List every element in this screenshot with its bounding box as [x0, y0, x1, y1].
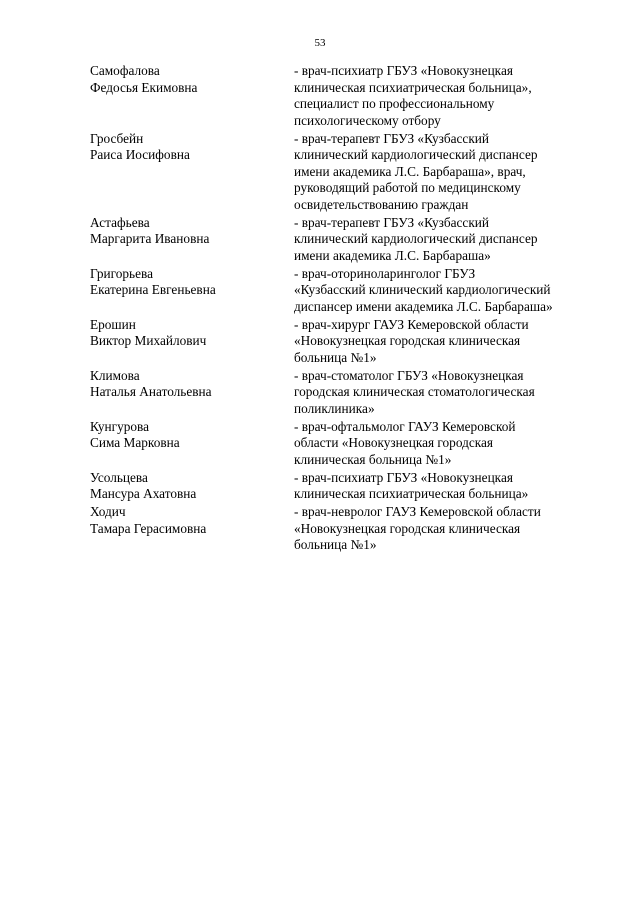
member-given-names: Маргарита Ивановна	[90, 231, 210, 247]
member-surname: Ходич	[90, 503, 126, 519]
member-role	[294, 215, 600, 265]
role-line: психологическому отбору	[294, 112, 441, 128]
member-surname: Гросбейн	[90, 130, 144, 146]
member-entry	[90, 504, 600, 554]
role-line: - врач-психиатр ГБУЗ «Новокузнецкая	[294, 63, 513, 78]
member-name	[90, 317, 294, 367]
member-given-names: Федосья Екимовна	[90, 79, 198, 95]
member-entry	[90, 131, 600, 214]
member-entry	[90, 470, 600, 503]
member-role	[294, 368, 600, 418]
role-line: - врач-стоматолог ГБУЗ «Новокузнецкая	[294, 367, 524, 383]
member-given-names: Тамара Герасимовна	[90, 520, 207, 536]
role-line: клиническая психиатрическая больница»	[294, 486, 529, 502]
role-line: «Новокузнецкая городская клиническая	[294, 333, 521, 349]
role-line: больница №1»	[294, 349, 377, 365]
role-line: городская клиническая стоматологическая	[294, 384, 535, 400]
member-name	[90, 368, 294, 418]
role-line: освидетельствованию граждан	[294, 196, 469, 212]
member-entry	[90, 368, 600, 418]
member-surname: Астафьева	[90, 214, 150, 230]
role-line: - врач-терапевт ГБУЗ «Кузбасский	[294, 214, 490, 230]
member-name	[90, 266, 294, 316]
member-given-names: Раиса Иосифовна	[90, 147, 190, 163]
page-number: 53	[314, 37, 326, 49]
member-role	[294, 504, 600, 554]
role-line: поликлиника»	[294, 400, 375, 416]
member-role	[294, 131, 600, 214]
member-given-names: Екатерина Евгеньевна	[90, 282, 216, 298]
member-surname: Климова	[90, 367, 140, 383]
member-surname: Самофалова	[90, 63, 160, 78]
member-role	[294, 266, 600, 316]
role-line: - врач-терапевт ГБУЗ «Кузбасский	[294, 130, 490, 146]
role-line: - врач-хирург ГАУЗ Кемеровской области	[294, 316, 529, 332]
role-line: специалист по профессиональному	[294, 96, 495, 112]
member-name	[90, 215, 294, 265]
role-line: клинический кардиологический диспансер	[294, 231, 538, 247]
role-line: «Новокузнецкая городская клиническая	[294, 520, 521, 536]
member-given-names: Сима Марковна	[90, 435, 180, 451]
role-line: клинический кардиологический диспансер	[294, 147, 538, 163]
member-given-names: Мансура Ахатовна	[90, 486, 197, 502]
member-role	[294, 317, 600, 367]
member-role	[294, 419, 600, 469]
member-name	[90, 470, 294, 503]
member-entry	[90, 266, 600, 316]
role-line: клиническая больница №1»	[294, 451, 452, 467]
role-line: имени академика Л.С. Барбараша»	[294, 247, 491, 263]
role-line: «Кузбасский клинический кардиологический	[294, 282, 551, 298]
member-role	[294, 63, 600, 129]
member-name	[90, 419, 294, 469]
role-line: - врач-офтальмолог ГАУЗ Кемеровской	[294, 418, 516, 434]
commission-member-list	[90, 63, 600, 555]
role-line: больница №1»	[294, 537, 377, 553]
member-name	[90, 131, 294, 214]
member-surname: Усольцева	[90, 469, 148, 485]
member-name	[90, 63, 294, 129]
member-given-names: Виктор Михайлович	[90, 333, 207, 349]
role-line: руководящий работой по медицинскому	[294, 180, 521, 196]
role-line: - врач-невролог ГАУЗ Кемеровской области	[294, 503, 541, 519]
member-given-names: Наталья Анатольевна	[90, 384, 212, 400]
member-entry	[90, 317, 600, 367]
member-surname: Григорьева	[90, 265, 154, 281]
role-line: диспансер имени академика Л.С. Барбараша»	[294, 298, 553, 314]
role-line: клиническая психиатрическая больница»,	[294, 79, 532, 95]
member-entry	[90, 419, 600, 469]
member-surname: Кунгурова	[90, 418, 150, 434]
member-entry	[90, 215, 600, 265]
member-surname: Ерошин	[90, 316, 136, 332]
role-line: области «Новокузнецкая городская	[294, 435, 494, 451]
member-name	[90, 504, 294, 554]
member-entry	[90, 63, 600, 129]
role-line: - врач-оториноларинголог ГБУЗ	[294, 265, 476, 281]
role-line: имени академика Л.С. Барбараша», врач,	[294, 163, 526, 179]
member-role	[294, 470, 600, 503]
role-line: - врач-психиатр ГБУЗ «Новокузнецкая	[294, 469, 513, 485]
